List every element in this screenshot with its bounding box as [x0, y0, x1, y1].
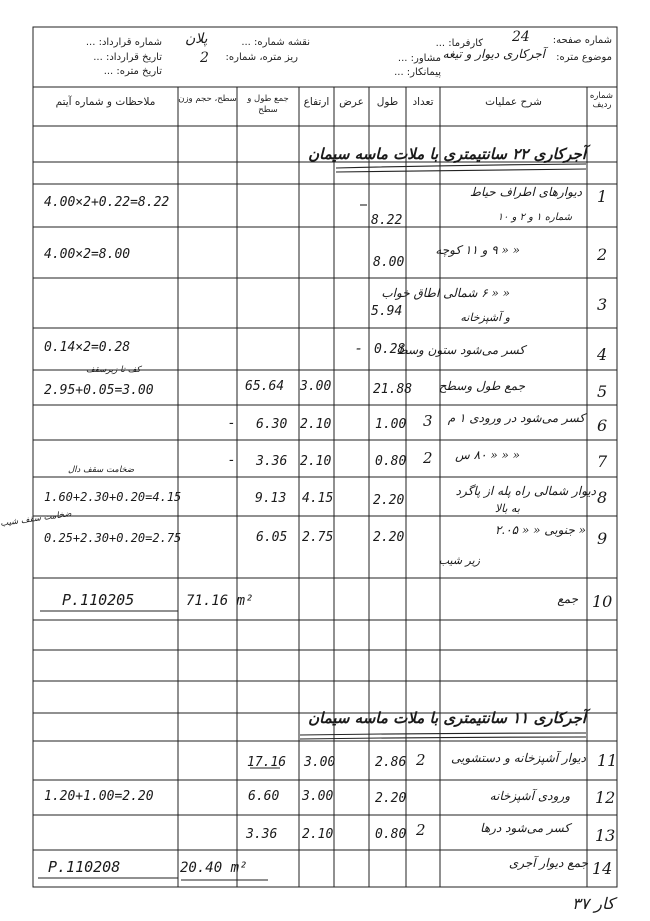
- row-12-no: 12: [595, 788, 616, 807]
- row-3-desc: « « ۶ شمالی اطاق خواب: [381, 286, 510, 300]
- row-8-desc-2: به بالا: [494, 502, 520, 515]
- row-12-height: 3.00: [302, 789, 334, 804]
- row-9-desc-2: زیر شیب: [438, 554, 480, 567]
- row-8-note-top: ضخامت سقف دال: [68, 465, 135, 475]
- page-number-label: شماره صفحه:: [552, 35, 612, 46]
- row-2-note: 4.00×2=8.00: [44, 247, 131, 262]
- subject-label: موضوع متره:: [556, 52, 612, 63]
- row-2-desc: « « ۹ و ۱۱ کوچه: [435, 243, 520, 257]
- row-8-note: 1.60+2.30+0.20=4.15: [44, 490, 182, 504]
- row-13-desc: کسر می‌شود درها: [480, 821, 570, 835]
- row-8-length: 2.20: [373, 493, 405, 508]
- row-4-desc: کسر می‌شود ستون وسط: [396, 343, 525, 357]
- row-14-note: P.110208: [48, 858, 121, 876]
- row-7-no: 7: [597, 452, 608, 471]
- row-14-area: 20.40 m²: [180, 860, 248, 876]
- row-9-height: 2.75: [302, 530, 334, 545]
- row-4-minus: -: [356, 339, 362, 357]
- row-6-height: 2.10: [300, 417, 332, 432]
- row-6-no: 6: [597, 416, 608, 435]
- col-area-volume-weight: سطح، حجم وزن: [178, 94, 237, 104]
- row-9-no: 9: [597, 529, 608, 548]
- row-11-length: 2.86: [375, 755, 407, 770]
- row-7-sum: 3.36: [256, 454, 288, 469]
- row-13-length: 0.80: [375, 827, 407, 842]
- row-2-length: 8.00: [373, 255, 405, 270]
- row-8-sum: 9.13: [255, 491, 287, 506]
- row-6-sum: 6.30: [256, 417, 288, 432]
- contract-date-label: تاریخ قرارداد: ...: [93, 52, 162, 63]
- row-6-minus: -: [229, 415, 234, 431]
- row-6-length: 1.00: [375, 417, 407, 432]
- col-row-no: شماره ردیف: [589, 91, 613, 111]
- row-5-length: 21.88: [373, 382, 413, 397]
- row-5-desc: جمع طول وسطح: [438, 379, 525, 393]
- row-11-count: 2: [416, 751, 426, 769]
- col-length: طول: [376, 96, 399, 108]
- row-12-note: 1.20+1.00=2.20: [44, 789, 154, 804]
- row-5-note-top: کف تا زیرسقف: [86, 365, 141, 375]
- row-11-sum: 17.16: [247, 755, 287, 770]
- col-notes: ملاحظات و شماره آیتم: [55, 96, 156, 108]
- row-10-desc: جمع: [557, 592, 578, 606]
- row-3-length: 5.94: [371, 304, 403, 319]
- row-13-count: 2: [416, 821, 426, 839]
- row-9-sum: 6.05: [256, 530, 288, 545]
- consultant-label: مشاور: ...: [397, 53, 441, 64]
- row-9-note: 0.25+2.30+0.20=2.75: [44, 531, 182, 545]
- row-10-note: P.110205: [62, 591, 135, 609]
- row-6-desc: کسر می‌شود در ورودی ۱ م: [447, 411, 585, 425]
- employer-label: کارفرما: ...: [435, 38, 483, 49]
- col-height: ارتفاع: [303, 96, 330, 108]
- page-footer-mark: ۳۷ کار: [572, 894, 615, 913]
- row-9-note-side: ضخامت سقف شیب: [0, 509, 73, 529]
- row-5-no: 5: [597, 382, 608, 401]
- row-7-height: 2.10: [300, 454, 332, 469]
- row-10-no: 10: [592, 592, 613, 611]
- section-title-22cm: آجرکاری ۲۲ سانتیمتری با ملات ماسه سیمان: [308, 145, 586, 163]
- row-14-desc: جمع دیوار آجری: [508, 856, 588, 870]
- sub-measure-value: 2: [200, 50, 209, 66]
- subject-value: آجرکاری دیوار و تیغه: [442, 47, 545, 61]
- map-number-value: پلان: [185, 31, 208, 47]
- row-1-desc: دیوارهای اطراف حیاط: [469, 185, 582, 199]
- row-7-minus: -: [229, 452, 234, 468]
- row-3-desc-2: و آشپزخانه: [460, 311, 510, 324]
- row-10-area: 71.16 m²: [186, 593, 254, 609]
- row-12-length: 2.20: [375, 791, 407, 806]
- row-13-height: 2.10: [302, 827, 334, 842]
- row-4-no: 4: [597, 345, 608, 364]
- row-12-desc: ورودی آشپزخانه: [489, 789, 570, 803]
- map-number-label: نقشه شماره: ...: [241, 37, 310, 48]
- row-1-desc-2: شماره ۱ و ۲ و ۱۰: [497, 212, 572, 223]
- row-9-desc: « جنوبی « « ۲.۰۵: [494, 523, 586, 537]
- row-1-note: 4.00×2+0.22=8.22: [44, 195, 170, 210]
- col-description: شرح عملیات: [485, 96, 542, 108]
- col-count: تعداد: [412, 96, 434, 108]
- row-4-note: 0.14×2=0.28: [44, 340, 131, 355]
- row-1-no: 1: [597, 187, 608, 206]
- row-7-desc: « « « ۸۰ س: [455, 448, 520, 462]
- row-7-length: 0.80: [375, 454, 407, 469]
- col-sum-length-area: جمع طول و سطح: [247, 94, 289, 115]
- row-14-no: 14: [592, 859, 613, 878]
- measure-date-label: تاریخ متره: ...: [103, 66, 162, 77]
- row-4-length: 0.28: [374, 342, 406, 357]
- row-13-no: 13: [595, 826, 616, 845]
- row-5-note: 2.95+0.05=3.00: [44, 383, 154, 398]
- row-8-desc: دیوار شمالی راه پله از پاگرد: [455, 484, 596, 498]
- page-number-value: 24: [512, 29, 530, 45]
- row-11-no: 11: [597, 751, 618, 770]
- row-5-sum: 65.64: [245, 379, 285, 394]
- row-1-length: 8.22: [371, 213, 403, 228]
- row-8-no: 8: [597, 488, 608, 507]
- contract-number-label: شماره قرارداد: ...: [85, 37, 162, 48]
- sub-measure-label: ریز متره، شماره:: [225, 52, 298, 63]
- row-5-height: 3.00: [300, 379, 332, 394]
- row-11-desc: دیوار آشپزخانه و دستشویی: [451, 751, 586, 765]
- hand-underlines: [38, 164, 586, 880]
- row-3-no: 3: [597, 295, 608, 314]
- col-width: عرض: [339, 96, 364, 108]
- row-9-length: 2.20: [373, 530, 405, 545]
- section-title-11cm: آجرکاری ۱۱ سانتیمتری با ملات ماسه سیمان: [308, 709, 586, 727]
- row-7-count: 2: [423, 449, 433, 467]
- row-8-height: 4.15: [302, 491, 334, 506]
- row-2-no: 2: [597, 245, 608, 264]
- row-6-count: 3: [423, 412, 433, 430]
- row-12-sum: 6.60: [248, 789, 280, 804]
- row-13-sum: 3.36: [246, 827, 278, 842]
- row-11-height: 3.00: [304, 755, 336, 770]
- contractor-label: پیمانکار: ...: [394, 67, 441, 78]
